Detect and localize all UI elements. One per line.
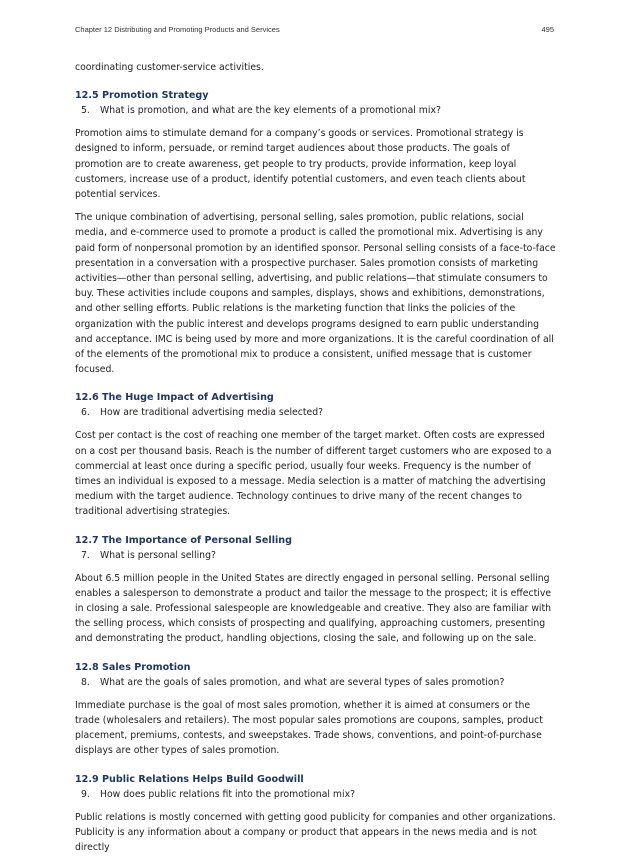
question-number: 7. (81, 549, 90, 561)
section-paragraph: Public relations is mostly concerned with getting good publicity for companies and other organizations. Publicity is any information about a company or product that appears in the news media and is not directly (75, 811, 556, 853)
section-heading: 12.5 Promotion Strategy (75, 90, 209, 102)
question-number: 8. (81, 676, 90, 688)
review-question (81, 676, 557, 690)
section-paragraph: About 6.5 million people in the United States are directly engaged in personal selling. Personal selling enables a salesperson to demonstrate a product and tailor the message to the prospect; it is effective in closing a sale. Professional salespeople are knowledgeable and creative. They also are familiar with the selling process, which consists of prospecting and qualifying, approaching customers, presenting and demonstrating the product, handling objections, closing the sale, and following up on the sale. (75, 572, 552, 645)
section-heading: 12.7 The Importance of Personal Selling (75, 534, 292, 546)
page-number: 495 (541, 25, 554, 34)
section-paragraph: Promotion aims to stimulate demand for a company’s goods or services. Promotional strategy is designed to inform, persuade, or remind target audiences about those products. The goals of promotion are to create awareness, get people to try products, provide information, keep loyal customers, increase use of a product, identify potential customers, and even teach clients about potential services. (75, 128, 526, 201)
section-paragraph: Immediate purchase is the goal of most sales promotion, whether it is aimed at consumers or the trade (wholesalers and retailers). The most popular sales promotions are coupons, samples, product placement, premiums, contests, and sweepstakes. Trade shows, conventions, and point-of-purchase displays are other types of sales promotion. (75, 699, 543, 757)
page-body (75, 60, 557, 863)
question-number: 6. (81, 407, 90, 419)
question-text: What is personal selling? (100, 549, 216, 561)
question-number: 5. (81, 105, 90, 117)
chapter-title: Chapter 12 Distributing and Promoting Products and Services (75, 25, 280, 34)
review-question (81, 406, 557, 420)
page-header (75, 25, 554, 34)
question-number: 9. (81, 788, 90, 800)
review-question (81, 788, 557, 802)
intro-paragraph: coordinating customer-service activities. (75, 62, 264, 73)
section-paragraph: Cost per contact is the cost of reaching one member of the target market. Often costs are expressed on a cost per thousand basis. Reach is the number of different target customers who are exposed to a commercial at least once during a specific period, usually four weeks. Frequency is the number of times an individual is exposed to a message. Media selection is a matter of matching the advertising medium with the target audience. Technology continues to drive many of the recent changes to traditional advertising strategies. (75, 430, 552, 518)
review-question (81, 549, 557, 563)
question-text: What are the goals of sales promotion, and what are several types of sales promotion? (100, 676, 505, 688)
question-text: How does public relations fit into the promotional mix? (100, 788, 356, 800)
section-heading: 12.8 Sales Promotion (75, 661, 191, 673)
section-paragraph: The unique combination of advertising, personal selling, sales promotion, public relations, social media, and e-commerce used to promote a product is called the promotional mix. Advertising is any paid form of nonpersonal promotion by an identified sponsor. Personal selling consists of a face-to-face presentation in a conversation with a prospective purchaser. Sales promotion consists of marketing activities—other than personal selling, advertising, and public relations—that stimulate consumers to buy. These activities include coupons and samples, displays, shows and exhibitions, demonstrations, and other selling efforts. Public relations is the marketing function that links the policies of the organization with the public interest and develops programs designed to earn public understanding and acceptance. IMC is being used by more and more organizations. It is the careful coordination of all of the elements of the promotional mix to produce a consistent, unified message that is customer focused. (75, 212, 556, 376)
section-heading: 12.6 The Huge Impact of Advertising (75, 392, 274, 404)
review-question (81, 104, 557, 118)
question-text: How are traditional advertising media selected? (100, 407, 324, 419)
question-text: What is promotion, and what are the key elements of a promotional mix? (100, 105, 441, 117)
section-heading: 12.9 Public Relations Helps Build Goodwill (75, 773, 304, 785)
